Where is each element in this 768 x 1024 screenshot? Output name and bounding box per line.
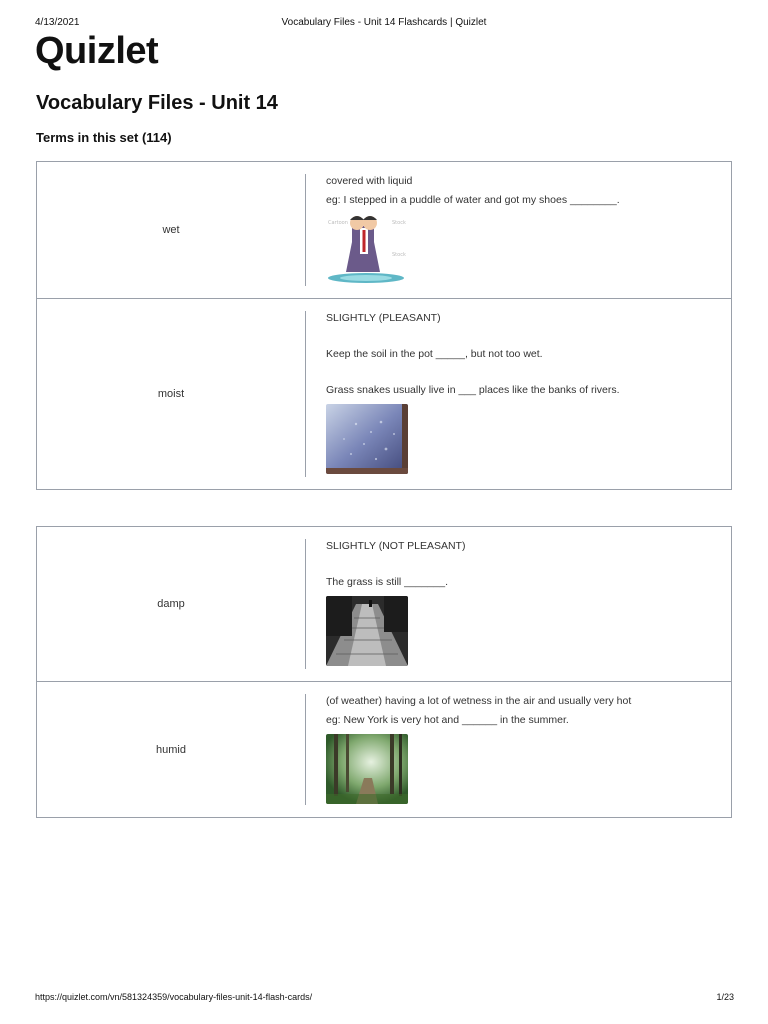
definition-line: covered with liquid — [326, 175, 413, 187]
definition — [326, 692, 719, 804]
term-text: moist — [157, 388, 185, 400]
card-group — [36, 161, 732, 490]
page-number: 1/23 — [716, 992, 734, 1002]
definition-example: The grass is still _______. — [326, 576, 448, 588]
svg-text:Stock: Stock — [392, 252, 406, 258]
card-divider — [305, 694, 306, 805]
definition — [326, 309, 719, 474]
definition-example: Grass snakes usually live in ___ places like the banks of rivers. — [326, 384, 620, 396]
misty-forest-image — [326, 734, 408, 804]
print-header — [0, 17, 768, 31]
page-url[interactable]: https://quizlet.com/vn/581324359/vocabulary-files-unit-14-flash-cards/ — [35, 992, 313, 1002]
cartoon-wet-man-image — [326, 214, 408, 284]
definition — [326, 537, 719, 666]
definition-example: eg: New York is very hot and ______ in the summer. — [326, 714, 569, 726]
definition-example: eg: I stepped in a puddle of water and got my shoes ________. — [326, 194, 620, 206]
card-divider — [305, 311, 306, 477]
definition-line: (of weather) having a lot of wetness in the air and usually very hot — [326, 695, 632, 707]
svg-text:Cartoon: Cartoon — [328, 220, 348, 226]
condensation-window-image — [326, 404, 408, 474]
svg-text:Stock: Stock — [392, 220, 406, 226]
card-group — [36, 526, 732, 818]
print-page-title: Vocabulary Files - Unit 14 Flashcards | Quizlet — [281, 17, 487, 28]
definition-line: SLIGHTLY (NOT PLEASANT) — [326, 540, 466, 552]
terms-count: Terms in this set (114) — [36, 130, 172, 145]
flashcard-damp — [37, 527, 731, 682]
definition-example: Keep the soil in the pot _____, but not too wet. — [326, 348, 543, 360]
term-text: wet — [162, 224, 180, 236]
term-text: damp — [157, 598, 185, 610]
print-date: 4/13/2021 — [35, 17, 80, 28]
flashcard-moist — [37, 299, 731, 489]
definition-line: SLIGHTLY (PLEASANT) — [326, 312, 441, 324]
wet-pavement-image — [326, 596, 408, 666]
quizlet-logo[interactable]: Quizlet — [35, 30, 159, 72]
card-divider — [305, 174, 306, 286]
definition — [326, 172, 719, 284]
flashcard-humid — [37, 682, 731, 817]
card-divider — [305, 539, 306, 669]
flashcard-wet — [37, 162, 731, 299]
term-text: humid — [156, 743, 186, 756]
set-title: Vocabulary Files - Unit 14 — [36, 92, 278, 114]
